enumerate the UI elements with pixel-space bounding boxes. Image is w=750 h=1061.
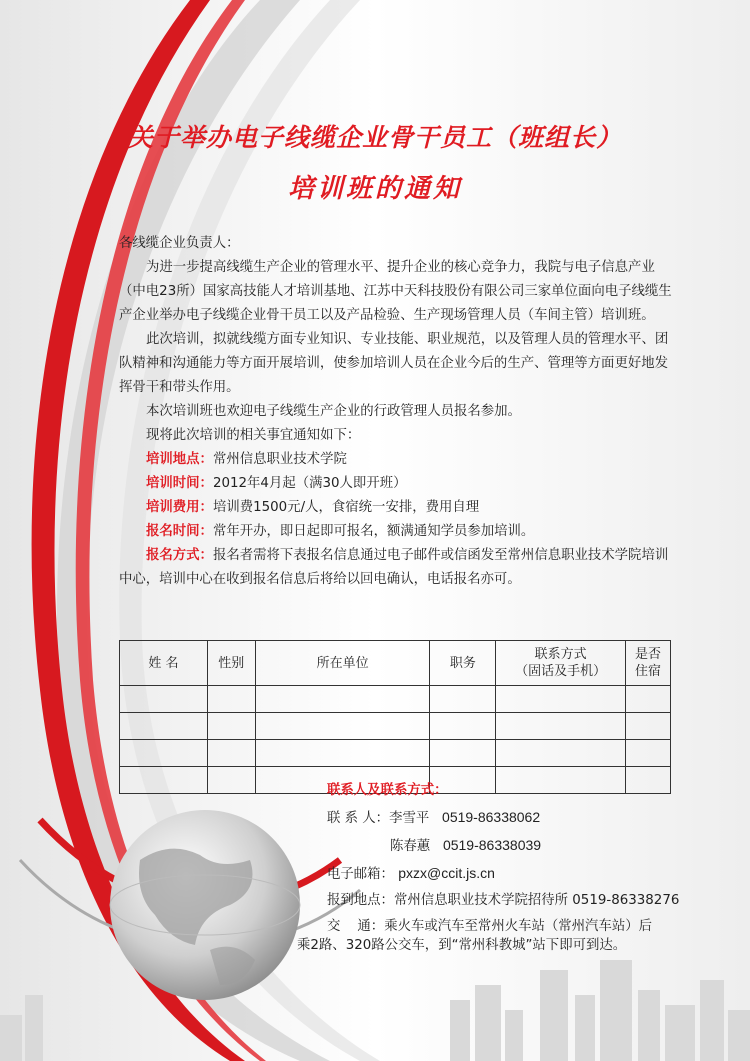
- contact-name: 李雪平: [389, 811, 430, 826]
- table-row: [120, 740, 671, 767]
- email-link[interactable]: pxzx@ccit.js.cn: [398, 865, 495, 881]
- contact-phone: 0519-86338039: [442, 837, 542, 853]
- table-cell[interactable]: [496, 740, 626, 767]
- col-position: 职务: [430, 641, 496, 686]
- col-gender: 性别: [207, 641, 255, 686]
- col-name: 姓 名: [120, 641, 208, 686]
- table-cell[interactable]: [207, 713, 255, 740]
- registration-table: [119, 640, 671, 794]
- notice-title-line1: 关于举办电子线缆企业骨干员工（班组长）: [127, 123, 622, 152]
- contact-person-label: 联 系 人：: [327, 811, 390, 826]
- table-cell[interactable]: [255, 713, 430, 740]
- detail-label: 培训时间：: [146, 476, 213, 491]
- paragraph-3: 本次培训班也欢迎电子线缆生产企业的行政管理人员报名参加。: [146, 404, 521, 419]
- email-label: 电子邮箱：: [327, 867, 394, 882]
- col-company: 所在单位: [255, 641, 430, 686]
- table-cell[interactable]: [430, 686, 496, 713]
- table-cell[interactable]: [626, 740, 671, 767]
- table-cell[interactable]: [120, 686, 208, 713]
- paragraph-1: 为进一步提高线缆生产企业的管理水平、提升企业的核心竞争力，我院与电子信息产业（中电23所）国家高技能人才培训基地、江苏中天科技股份有限公司三家单位面向电子线缆生产企业举办电子线缆企业骨干员工以及产品检验、生产现场管理人员（车间主管）培训班。: [119, 260, 672, 323]
- detail-value: 2012年4月起（满30人即开班）: [212, 476, 407, 491]
- detail-signup-time: [119, 520, 679, 544]
- contact-email: [327, 860, 687, 888]
- report-value: 常州信息职业技术学院招待所 0519-86338276: [393, 893, 680, 908]
- contact-name: 陈春蕙: [390, 839, 431, 854]
- contact-person-2: [327, 832, 687, 860]
- detail-fee: [119, 496, 679, 520]
- table-cell[interactable]: [496, 686, 626, 713]
- traffic-label: 交 通：: [327, 919, 385, 934]
- paragraph-2: 此次培训，拟就线缆方面专业知识、专业技能、职业规范，以及管理人员的管理水平、团队精神和沟通能力等方面开展培训，使参加培训人员在企业今后的生产、管理等方面更好地发挥骨干和带头作用。: [119, 332, 669, 395]
- table-cell[interactable]: [255, 686, 430, 713]
- table-cell[interactable]: [626, 686, 671, 713]
- detail-value: 常州信息职业技术学院: [212, 452, 347, 467]
- table-cell[interactable]: [207, 686, 255, 713]
- contact-section: [327, 778, 687, 940]
- traffic-continuation: 乘2路、320路公交车，到“常州科教城”站下即可到达。: [297, 938, 627, 953]
- col-contact-line2: （固话及手机）: [515, 664, 607, 679]
- table-header-row: [120, 641, 671, 686]
- detail-location: [119, 448, 679, 472]
- report-label: 报到地点：: [327, 893, 394, 908]
- table-cell[interactable]: [120, 740, 208, 767]
- notice-body: [119, 232, 679, 592]
- col-lodging-line1: 是否: [635, 647, 662, 662]
- detail-label: 报名时间：: [146, 524, 213, 539]
- detail-value: 常年开办，即日起即可报名，额满通知学员参加培训。: [212, 524, 535, 539]
- table-cell[interactable]: [120, 767, 208, 794]
- table-cell[interactable]: [207, 767, 255, 794]
- detail-label: 培训地点：: [146, 452, 213, 467]
- paragraph-4: 现将此次培训的相关事宜通知如下：: [146, 428, 361, 443]
- table-cell[interactable]: [496, 713, 626, 740]
- table-cell[interactable]: [120, 713, 208, 740]
- contact-person-1: [327, 804, 687, 832]
- table-cell[interactable]: [207, 740, 255, 767]
- table-row: [120, 713, 671, 740]
- table-row: [120, 686, 671, 713]
- contact-heading: 联系人及联系方式：: [327, 783, 448, 798]
- detail-time: [119, 472, 679, 496]
- detail-label: 报名方式：: [146, 548, 213, 563]
- detail-value: 培训费1500元/人，食宿统一安排，费用自理: [212, 500, 480, 515]
- table-cell[interactable]: [430, 740, 496, 767]
- col-contact: [496, 641, 626, 686]
- contact-report: [327, 888, 687, 914]
- table-cell[interactable]: [430, 713, 496, 740]
- notice-title-line2: 培训班的通知: [287, 174, 462, 204]
- contact-phone: 0519-86338062: [442, 809, 541, 825]
- table-cell[interactable]: [626, 713, 671, 740]
- detail-value: 报名者需将下表报名信息通过电子邮件或信函发至常州信息职业技术学院培训中心，培训中心在收到报名信息后将给以回电确认，电话报名亦可。: [119, 548, 669, 587]
- greeting: 各线缆企业负责人：: [119, 236, 240, 251]
- detail-signup-method: [119, 544, 679, 592]
- col-contact-line1: 联系方式: [534, 647, 587, 662]
- table-cell[interactable]: [255, 740, 430, 767]
- detail-label: 培训费用：: [146, 500, 213, 515]
- col-lodging-line2: 住宿: [635, 664, 662, 679]
- traffic-value: 乘火车或汽车至常州火车站（常州汽车站）后: [384, 919, 653, 934]
- col-lodging: [626, 641, 671, 686]
